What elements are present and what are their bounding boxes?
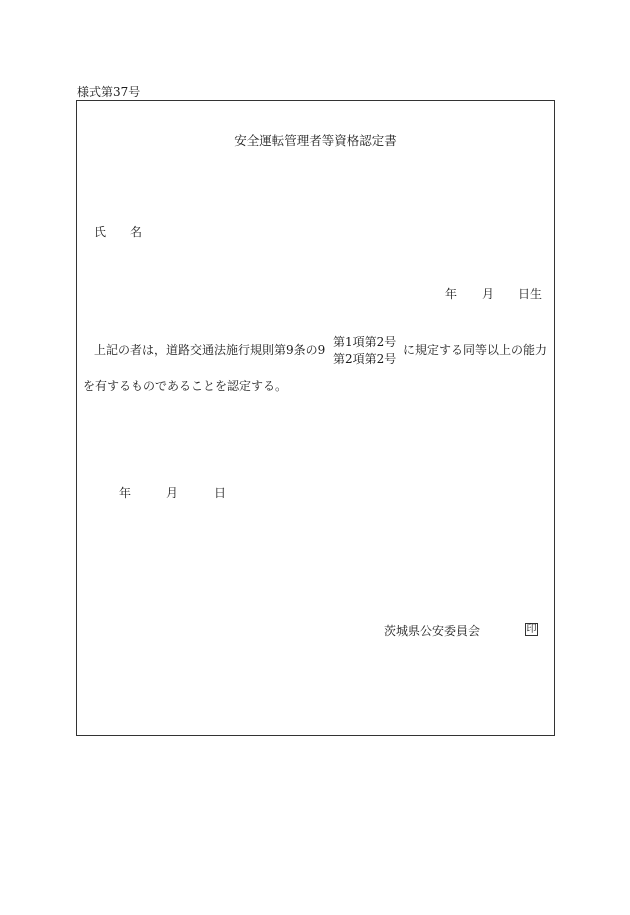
issuer-name: 茨城県公安委員会 [384,624,481,638]
seal-mark: 印 [526,624,537,635]
name-label-right: 名 [130,225,143,239]
statement-part1: 上記の者は，道路交通法施行規則第9条の9 [94,343,326,357]
birth-month-label: 月 [482,287,495,301]
statement-alternative-2: 第2項第2号 [333,352,397,366]
issue-month-label: 月 [166,486,179,500]
statement-part2: に規定する同等以上の能力 [403,343,548,357]
certificate-frame [76,100,555,736]
statement-alternative-1: 第1項第2号 [333,335,397,349]
form-number: 様式第37号 [77,85,141,99]
certificate-title: 安全運転管理者等資格認定書 [234,133,397,148]
birth-year-label: 年 [445,287,458,301]
birth-day-label: 日生 [518,287,543,301]
name-label [94,226,142,238]
issue-day-label: 日 [214,486,227,500]
statement-continuation: を有するものであることを認定する。 [83,379,288,393]
name-label-left: 氏 [94,225,107,239]
issue-year-label: 年 [119,486,132,500]
